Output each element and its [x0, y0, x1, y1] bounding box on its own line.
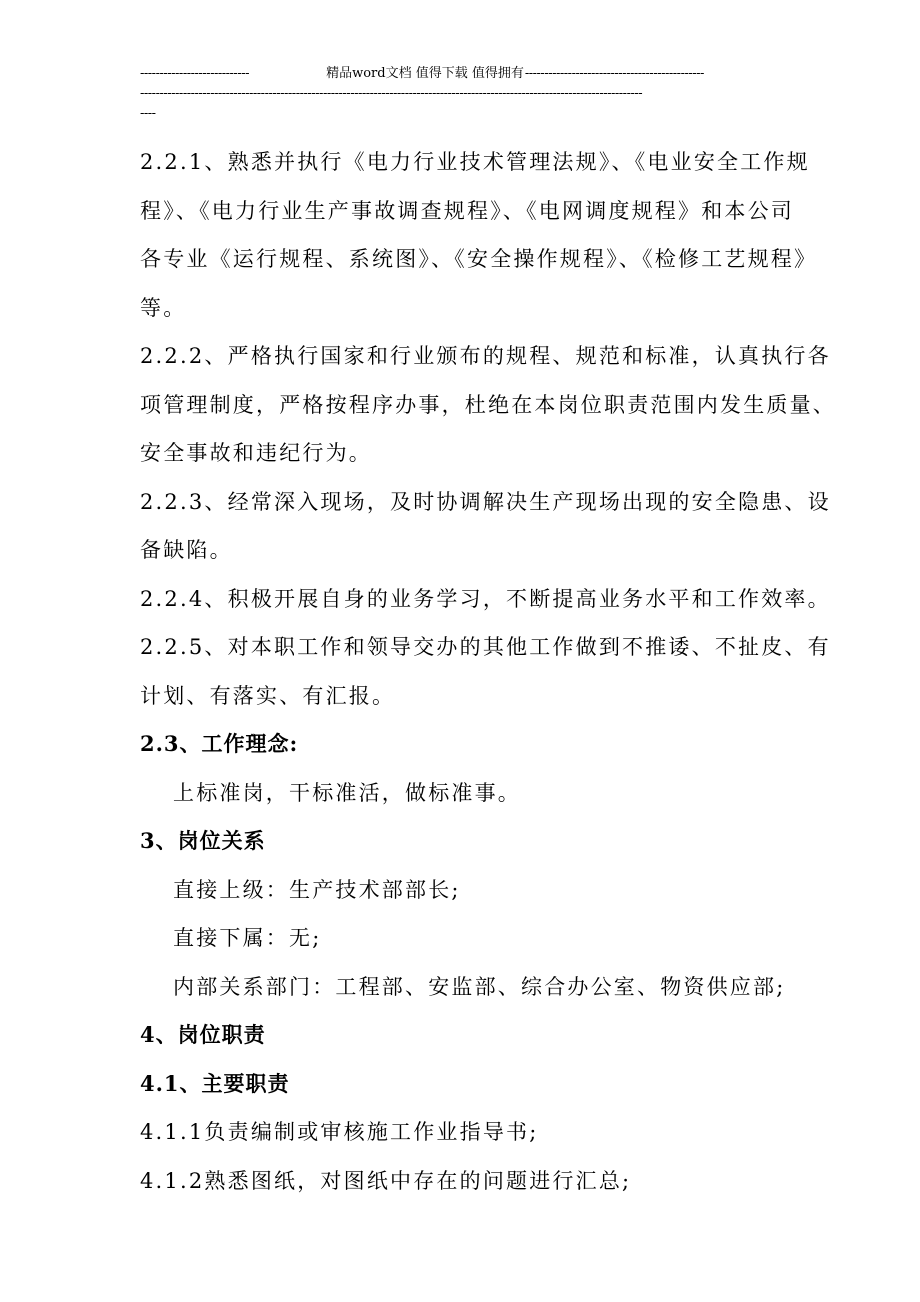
- text-line: 各专业《运行规程、系统图》、《安全操作规程》、《检修工艺规程》: [140, 247, 818, 271]
- text-line: 备缺陷。: [140, 538, 233, 562]
- header-line: [140, 64, 780, 84]
- header-label: 精品word文档 值得下载 值得拥有: [326, 66, 524, 81]
- text-line: 2.2.1、熟悉并执行《电力行业技术管理法规》、《电业安全工作规: [140, 150, 810, 174]
- text-line: 内部关系部门：工程部、安监部、综合办公室、物资供应部;: [173, 974, 786, 999]
- text-line: 2.2.4、积极开展自身的业务学习，不断提高业务水平和工作效率。: [140, 586, 831, 611]
- header-rule-tail: ----: [140, 106, 156, 121]
- header-dashes-left: ----------------------------: [140, 66, 249, 81]
- section-heading: 4、岗位职责: [140, 1022, 266, 1047]
- text-line: 直接上级：生产技术部部长;: [173, 877, 461, 902]
- page-header: [140, 64, 780, 124]
- header-dashes-right: ----------------------------------------------: [524, 66, 704, 81]
- section-heading: 2.3、工作理念:: [140, 731, 299, 756]
- document-body: [140, 138, 836, 1205]
- text-line: 4.1.2熟悉图纸，对图纸中存在的问题进行汇总;: [140, 1168, 632, 1193]
- text-line: 2.2.2、严格执行国家和行业颁布的规程、规范和标准，认真执行各: [140, 344, 831, 368]
- text-line: 上标准岗，干标准活，做标准事。: [173, 780, 521, 805]
- header-rule: ---------------------------------------------------------------------------------------------------------------------------------: [140, 86, 643, 101]
- text-line: 计划、有落实、有汇报。: [140, 683, 396, 708]
- text-line: 2.2.5、对本职工作和领导交办的其他工作做到不推诿、不扯皮、有: [140, 635, 831, 659]
- text-line: 安全事故和违纪行为。: [140, 441, 372, 465]
- text-line: 程》、《电力行业生产事故调查规程》、《电网调度规程》和本公司: [140, 198, 794, 223]
- text-line: 直接下属：无;: [173, 926, 322, 950]
- text-line: 4.1.1负责编制或审核施工作业指导书;: [140, 1120, 539, 1144]
- text-line: 项管理制度，严格按程序办事，杜绝在本岗位职责范围内发生质量、: [140, 392, 836, 417]
- section-heading: 3、岗位关系: [140, 828, 266, 853]
- text-line: 等。: [140, 295, 187, 320]
- text-line: 2.2.3、经常深入现场，及时协调解决生产现场出现的安全隐患、设: [140, 489, 831, 514]
- section-heading: 4.1、主要职责: [140, 1070, 290, 1096]
